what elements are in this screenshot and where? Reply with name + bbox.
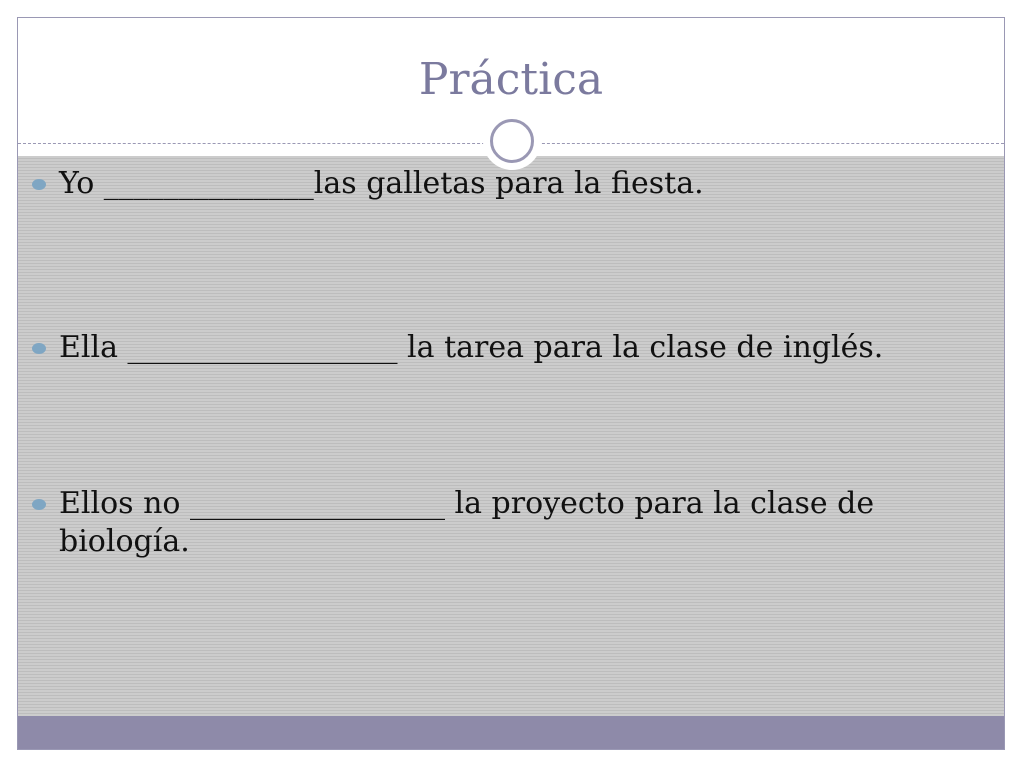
bullet-item <box>28 329 958 367</box>
slide <box>17 17 1005 750</box>
bullet-list <box>28 165 958 559</box>
circle-ring-icon <box>483 112 541 170</box>
content-area <box>18 156 1004 716</box>
footer-bar <box>18 716 1004 750</box>
bullet-text: Ella __________________ la tarea para la clase de inglés. <box>59 330 884 365</box>
slide-title: Práctica <box>418 54 604 105</box>
bullet-item <box>28 165 958 203</box>
bullet-dot-icon <box>32 179 46 190</box>
circle-ring-inner <box>490 119 534 163</box>
bullet-item <box>28 485 958 561</box>
bullet-dot-icon <box>32 343 46 354</box>
bullet-text: Yo ______________las galletas para la fiesta. <box>59 166 704 201</box>
bullet-text: Ellos no _________________ la proyecto para la clase de biología. <box>59 486 875 559</box>
bullet-dot-icon <box>32 499 46 510</box>
